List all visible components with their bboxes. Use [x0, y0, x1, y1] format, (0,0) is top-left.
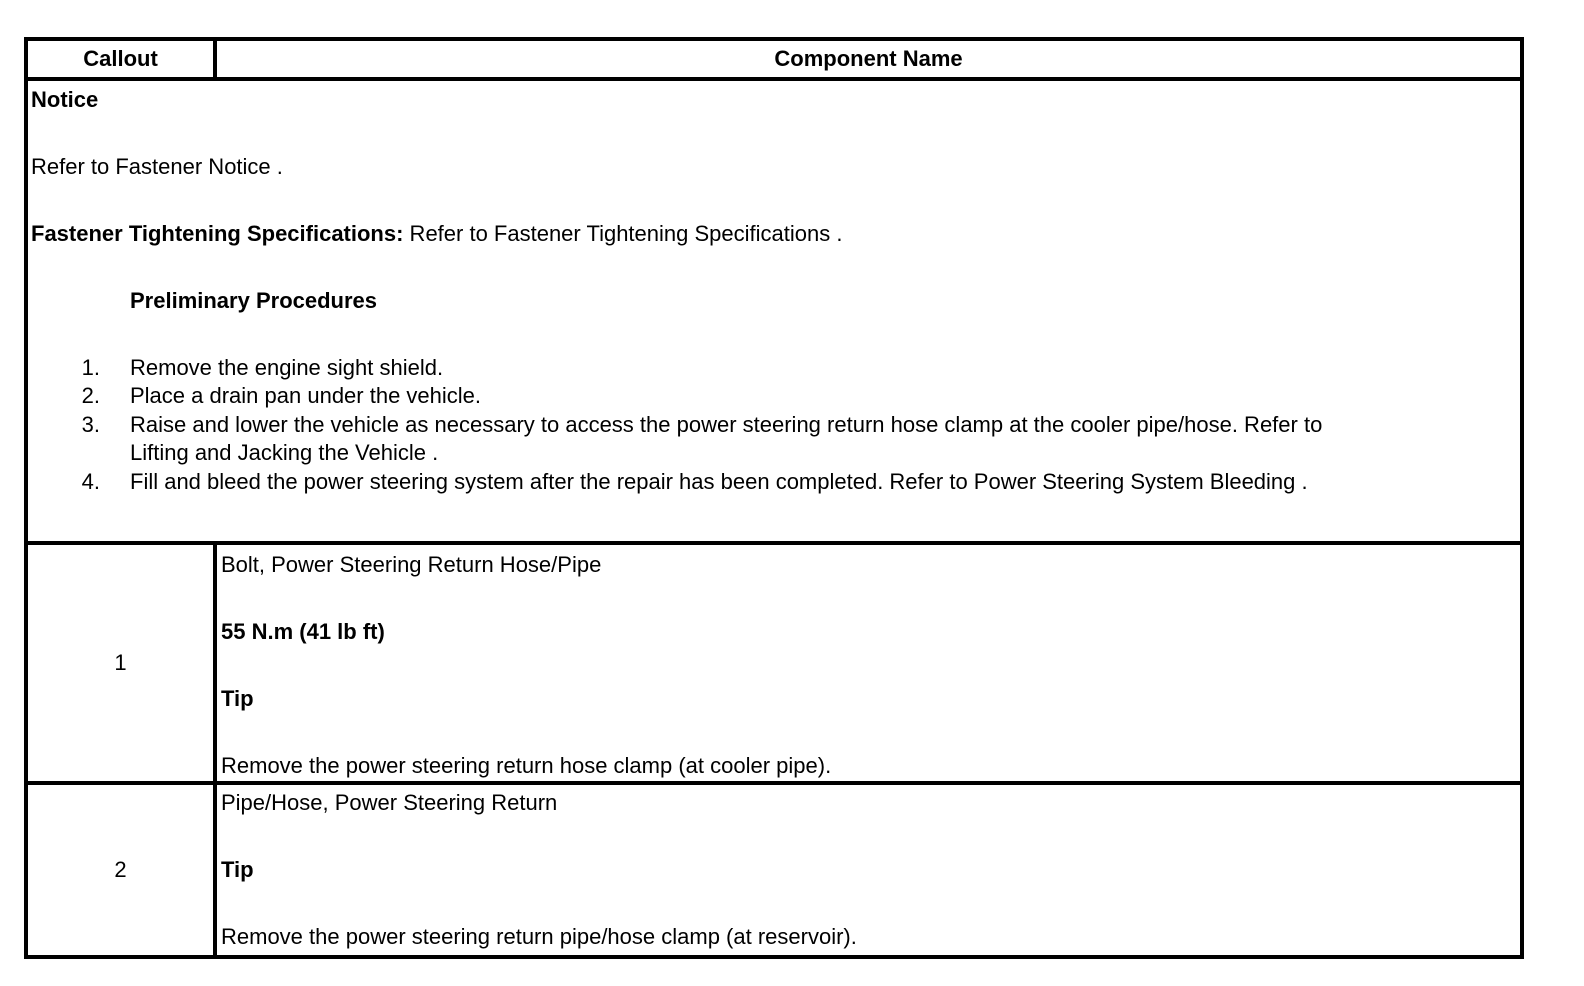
torque-spec: 55 N.m (41 lb ft) [221, 619, 385, 644]
step-number: 1. [81, 355, 100, 380]
tip-label: Tip [221, 857, 254, 882]
row-1-component [217, 545, 1520, 785]
step-number: 2. [81, 383, 100, 408]
tip-label: Tip [221, 686, 254, 711]
step-text: Remove the engine sight shield. [130, 355, 444, 380]
tip-text: Remove the power steering return pipe/hose clamp (at reservoir). [221, 924, 857, 949]
step-number: 3. [81, 412, 100, 437]
step-text: Fill and bleed the power steering system after the repair has been completed. Refer to Power Steering System Bleeding . [130, 469, 1308, 494]
notice-refer: Refer to Fastener Notice . [31, 154, 283, 179]
component-table [24, 37, 1524, 959]
step-text-continued: Lifting and Jacking the Vehicle . [130, 440, 439, 465]
notice-title: Notice [31, 87, 99, 112]
notice-section [28, 81, 1520, 545]
row-2-callout: 2 [28, 785, 217, 955]
component-name: Bolt, Power Steering Return Hose/Pipe [221, 552, 602, 577]
preliminary-procedures-title: Preliminary Procedures [130, 288, 378, 313]
step-number: 4. [81, 469, 100, 494]
tip-text: Remove the power steering return hose clamp (at cooler pipe). [221, 753, 832, 778]
header-callout: Callout [28, 41, 217, 81]
component-name: Pipe/Hose, Power Steering Return [221, 790, 558, 815]
row-1-callout: 1 [28, 545, 217, 785]
step-text: Place a drain pan under the vehicle. [130, 383, 482, 408]
header-component-name: Component Name [217, 41, 1520, 81]
step-text: Raise and lower the vehicle as necessary to access the power steering return hose clamp at the cooler pipe/hose. Refer to [130, 412, 1323, 437]
row-2-component [217, 785, 1520, 955]
fastener-spec [31, 220, 842, 248]
fastener-spec-text: Refer to Fastener Tightening Specifications . [403, 221, 843, 246]
fastener-spec-label: Fastener Tightening Specifications: [31, 221, 404, 246]
